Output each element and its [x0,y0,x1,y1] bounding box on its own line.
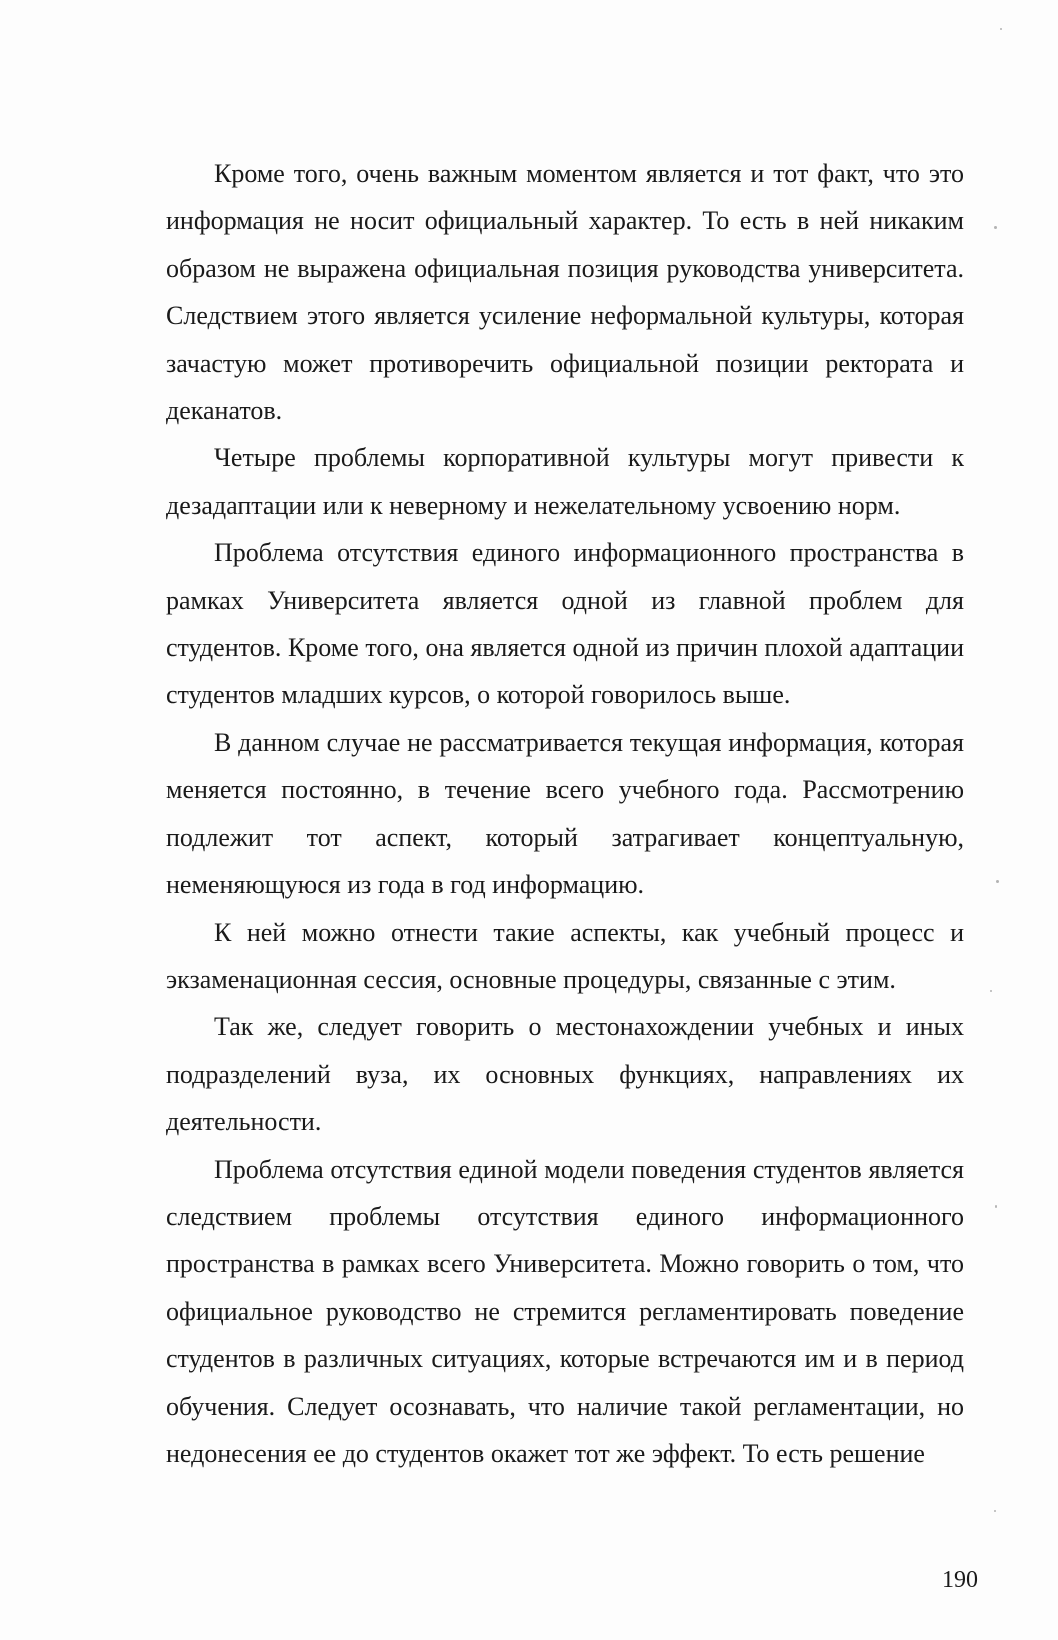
paragraph-2: Четыре проблемы корпоративной культуры могут привести к дезадаптации или к неверному и нежелательному усвоению норм. [166,443,964,520]
paragraph-7: Проблема отсутствия единой модели поведения студентов является следствием проблемы отсутствия единого информационного пространства в рамках всего Университета. Можно говорить о том, что официальное руководство не стремится регламентировать поведение студентов в различных ситуациях, которые встречаются им и в период обучения. Следует осознавать, что наличие такой регламентации, но недонесения ее до студентов окажет тот же эффект. То есть решение [166,1154,964,1468]
page-number: 190 [942,1567,978,1593]
paragraph-6: Так же, следует говорить о местонахождении учебных и иных подразделений вуза, их основных функциях, направлениях их деятельности. [166,1012,964,1137]
scan-speck [990,990,992,992]
paragraph-3: Проблема отсутствия единого информационного пространства в рамках Университета является одной из главной проблем для студентов. Кроме того, она является одной из причин плохой адаптации студентов младших курсов, о которой говорилось выше. [166,538,964,710]
paragraph-4: В данном случае не рассматривается текущая информация, которая меняется постоянно, в течение всего учебного года. Рассмотрению подлежит тот аспект, который затрагивает концептуальную, неменяющуюся из года в год информацию. [166,727,964,900]
scan-speck [994,1510,996,1512]
scan-speck [995,1205,997,1208]
body-text [166,150,964,1477]
scan-speck [1000,28,1002,30]
scan-speck [994,226,997,229]
scan-speck [996,880,999,883]
paragraph-5: К ней можно отнести такие аспекты, как учебный процесс и экзаменационная сессия, основные процедуры, связанные с этим. [166,917,964,994]
paragraph-1: Кроме того, очень важным моментом является и тот факт, что это информация не носит официальный характер. То есть в ней никаким образом не выражена официальная позиция руководства университета. Следствием этого является усиление неформальной культуры, которая зачастую может противоречить официальной позиции ректората и деканатов. [166,159,964,426]
